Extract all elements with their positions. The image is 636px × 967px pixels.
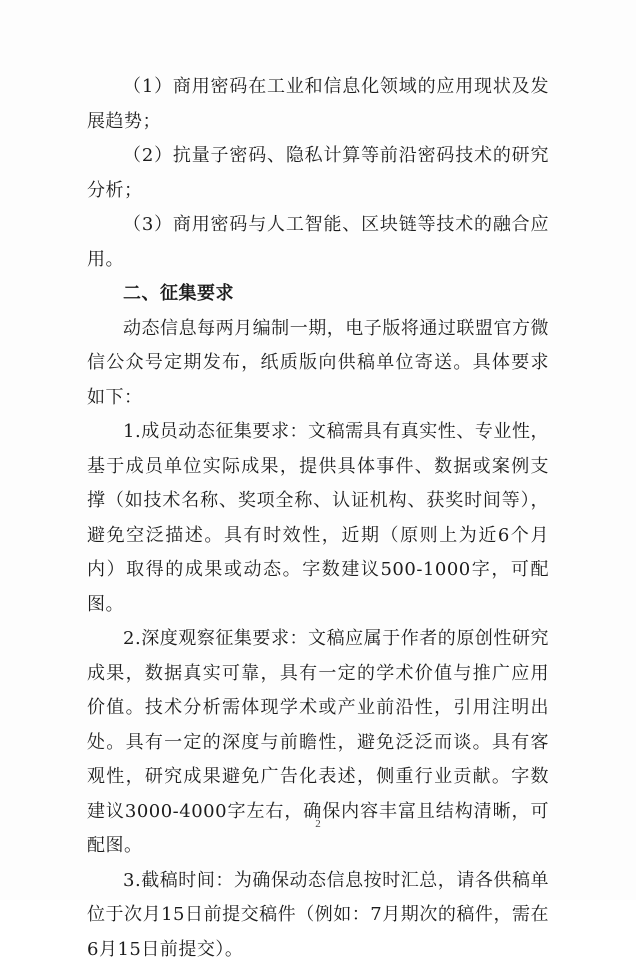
- list-item-2: （2）抗量子密码、隐私计算等前沿密码技术的研究分析；: [87, 139, 549, 208]
- page-number: 2: [0, 818, 636, 830]
- list-item-1: （1）商用密码在工业和信息化领域的应用现状及发展趋势；: [87, 70, 549, 139]
- requirement-member-news: 1.成员动态征集要求：文稿需具有真实性、专业性，基于成员单位实际成果，提供具体事件、数据或案例支撑（如技术名称、奖项全称、认证机构、获奖时间等），避免空泛描述。具有时效性，近期（原则上为近6个月内）取得的成果或动态。字数建议500-1000字，可配图。: [87, 415, 549, 622]
- requirement-deadline: 3.截稿时间：为确保动态信息按时汇总，请各供稿单位于次月15日前提交稿件（例如：7月期次的稿件，需在6月15日前提交）。: [87, 864, 549, 967]
- list-item-3: （3）商用密码与人工智能、区块链等技术的融合应用。: [87, 208, 549, 277]
- intro-paragraph: 动态信息每两月编制一期，电子版将通过联盟官方微信公众号定期发布，纸质版向供稿单位寄送。具体要求如下：: [87, 312, 549, 416]
- document-body: [87, 70, 549, 967]
- section-heading: 二、征集要求: [87, 277, 549, 312]
- requirement-in-depth: 2.深度观察征集要求：文稿应属于作者的原创性研究成果，数据真实可靠，具有一定的学术价值与推广应用价值。技术分析需体现学术或产业前沿性，引用注明出处。具有一定的深度与前瞻性，避免泛泛而谈。具有客观性，研究成果避免广告化表述，侧重行业贡献。字数建议3000-4000字左右，确保内容丰富且结构清晰，可配图。: [87, 622, 549, 864]
